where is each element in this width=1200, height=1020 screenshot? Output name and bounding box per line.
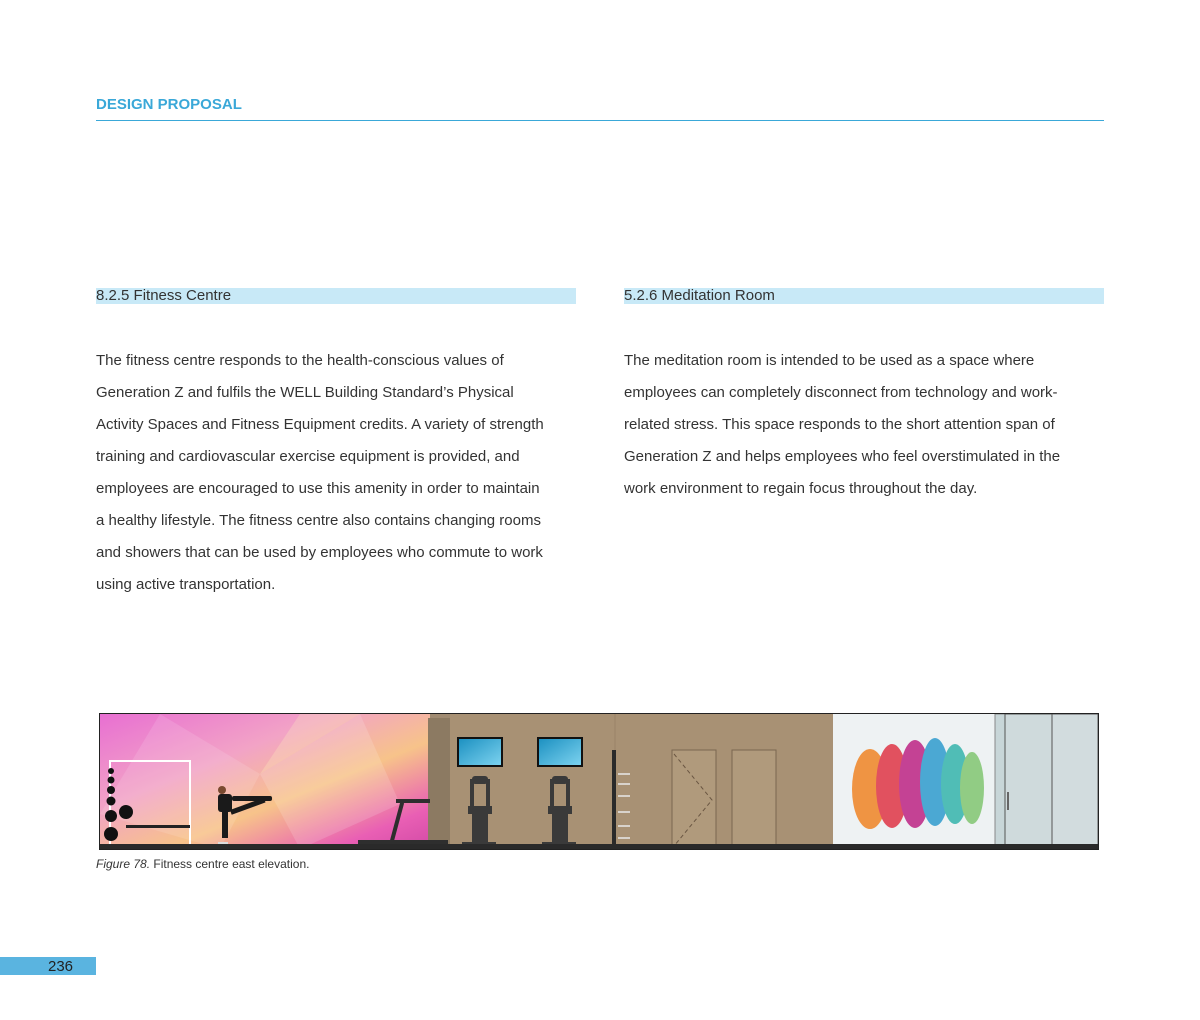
meditation-room-heading-text: 5.2.6 Meditation Room bbox=[624, 287, 775, 304]
wall-post bbox=[612, 750, 616, 849]
body-line: Generation Z and helps employees who feel overstimulated in the bbox=[624, 448, 1061, 465]
figure-caption-text: Fitness centre east elevation. bbox=[150, 857, 310, 871]
body-line: The fitness centre responds to the health-conscious values of bbox=[96, 352, 504, 369]
body-line: Generation Z and fulfils the WELL Building Standard’s Physical bbox=[96, 384, 514, 401]
fitness-centre-heading bbox=[96, 288, 576, 304]
elevation-drawing bbox=[100, 714, 1098, 849]
header-divider bbox=[96, 120, 1104, 121]
body-line: employees can completely disconnect from technology and work- bbox=[624, 384, 1058, 401]
body-line: Activity Spaces and Fitness Equipment credits. A variety of strength bbox=[96, 416, 544, 433]
section-header: DESIGN PROPOSAL bbox=[96, 96, 242, 113]
bench bbox=[126, 825, 190, 828]
glass-panel bbox=[1052, 714, 1098, 849]
glass-panel bbox=[995, 714, 1005, 849]
body-line: using active transportation. bbox=[96, 576, 276, 593]
wall-column bbox=[428, 718, 450, 849]
fitness-elevation-figure bbox=[99, 713, 1099, 850]
body-line: and showers that can be used by employees who commute to work bbox=[96, 544, 543, 561]
body-line: related stress. This space responds to the short attention span of bbox=[624, 416, 1055, 433]
body-line: a healthy lifestyle. The fitness centre also contains changing rooms bbox=[96, 512, 541, 529]
door bbox=[732, 750, 776, 849]
wall-tv bbox=[538, 738, 582, 766]
body-line: training and cardiovascular exercise equipment is provided, and bbox=[96, 448, 520, 465]
door-handle bbox=[1007, 792, 1009, 810]
floor-line bbox=[100, 844, 1098, 849]
body-line: work environment to regain focus throughout the day. bbox=[624, 480, 978, 497]
page-number: 236 bbox=[48, 958, 74, 975]
meditation-room-heading bbox=[624, 288, 1104, 304]
body-line: The meditation room is intended to be used as a space where bbox=[624, 352, 1035, 369]
wall-tv bbox=[458, 738, 502, 766]
figure-label: Figure 78. bbox=[96, 857, 151, 871]
door bbox=[672, 750, 716, 849]
fitness-centre-body bbox=[96, 345, 576, 601]
fitness-centre-heading-text: 8.2.5 Fitness Centre bbox=[96, 287, 232, 304]
figure-caption bbox=[96, 857, 309, 871]
glass-panel bbox=[1005, 714, 1052, 849]
meditation-room-body bbox=[624, 345, 1104, 505]
body-line: employees are encouraged to use this amenity in order to maintain bbox=[96, 480, 540, 497]
